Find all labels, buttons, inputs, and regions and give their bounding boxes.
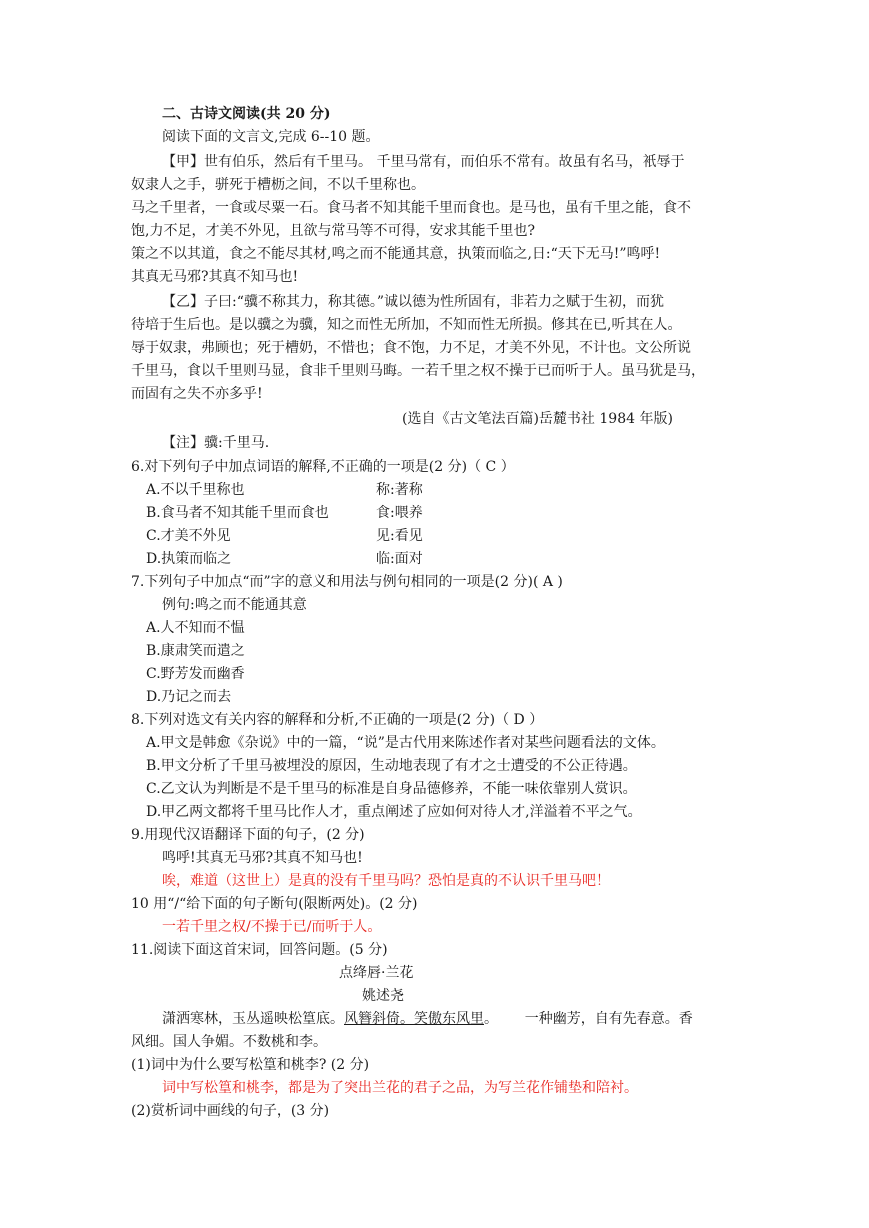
q6-option-a: A.不以千里称也 <box>146 482 245 498</box>
passage-jia-line: 其真无马邪?其真不知马也! <box>131 269 299 285</box>
passage-yi-line: 辱于奴隶，弗顾也；死于槽奶，不惜也；食不饱，力不足，才美不外见，不计也。文公所说 <box>131 340 691 356</box>
q7-option-c: C.野芳发而幽香 <box>146 666 245 682</box>
question-6-stem: 6.对下列句子中加点词语的解释,不正确的一项是(2 分)（ C ） <box>131 459 515 475</box>
section-title: 二、古诗文阅读(共 20 分) <box>162 106 331 122</box>
q9-sentence: 鸣呼!其真无马邪?其真不知马也! <box>162 850 363 866</box>
passage-jia-line: 饱,力不足，才美不外见，且欲与常马等不可得，安求其能千里也? <box>131 223 535 239</box>
q6-option-d-gloss: 临:面对 <box>376 551 423 567</box>
q6-option-d: D.执策而临之 <box>146 551 232 567</box>
poem-text: 。 一种幽芳，自有先春意。香 <box>484 1011 693 1027</box>
passage-jia-line: 马之千里者，一食或尽粟一石。食马者不知其能千里而食也。是马也，虽有千里之能，食不 <box>131 200 691 216</box>
q10-answer: 一若千里之权/不操于已/而听于人。 <box>162 919 382 935</box>
poem-underlined-text: 风簪斜倚。笑傲东风里 <box>344 1011 484 1027</box>
passage-yi-line: 而固有之失不亦多乎! <box>131 386 263 402</box>
poem-line: 风细。国人争媚。不数桃和李。 <box>131 1034 327 1050</box>
question-7-stem: 7.下列句子中加点“而”字的意义和用法与例句相同的一项是(2 分)( A ) <box>131 574 563 590</box>
q6-option-c: C.才美不外见 <box>146 528 231 544</box>
q8-option-b: B.甲文分析了千里马被埋没的原因，生动地表现了有才之士遭受的不公正待遇。 <box>146 758 637 774</box>
passage-yi-line: 【乙】子曰:“骥不称其力，称其德。”诚以德为性所固有，非若力之赋于生初，而犹 <box>162 294 665 310</box>
q11-sub1-answer: 词中写松篁和桃李，都是为了突出兰花的君子之品，为写兰花作铺垫和陪衬。 <box>162 1080 638 1096</box>
q7-example: 例句:鸣之而不能通其意 <box>162 597 307 613</box>
q6-option-b: B.食马者不知其能千里而食也 <box>146 505 329 521</box>
poem-text: 潇洒寒林，玉丛遥映松篁底。 <box>162 1011 344 1027</box>
passage-source: (选自《古文笔法百篇)岳麓书社 1984 年版) <box>402 411 673 427</box>
q7-option-a: A.人不知而不愠 <box>146 620 245 636</box>
passage-jia-line: 奴隶人之手，骈死于槽枥之间，不以千里称也。 <box>131 177 425 193</box>
poem-author: 姚述尧 <box>362 988 404 1004</box>
q7-option-b: B.康肃笑而遣之 <box>146 643 245 659</box>
reading-instruction: 阅读下面的文言文,完成 6--10 题。 <box>162 129 380 145</box>
question-9-stem: 9.用现代汉语翻译下面的句子，(2 分) <box>131 827 365 843</box>
question-11-stem: 11.阅读下面这首宋词，回答问题。(5 分) <box>131 942 388 958</box>
q9-answer: 唉，难道（这世上）是真的没有千里马吗？恐怕是真的不认识千里马吧！ <box>162 873 610 889</box>
q7-option-d: D.乃记之而去 <box>146 689 232 705</box>
q8-option-c: C.乙文认为判断是不是千里马的标准是自身品德修养，不能一味依靠别人赏识。 <box>146 781 637 797</box>
question-10-stem: 10 用“/“给下面的句子断句(限断两处)。(2 分) <box>131 896 418 912</box>
q11-sub2-stem: (2)赏析词中画线的句子，(3 分) <box>131 1103 330 1119</box>
q8-option-a: A.甲文是韩愈《杂说》中的一篇，“说”是古代用来陈述作者对某些问题看法的文体。 <box>146 735 665 751</box>
passage-yi-line: 千里马，食以千里则马显，食非千里则马晦。一若千里之权不操于已而听于人。虽马犹是马， <box>131 363 705 379</box>
question-8-stem: 8.下列对选文有关内容的解释和分析,不正确的一项是(2 分)（ D ） <box>131 712 544 728</box>
q6-option-a-gloss: 称:著称 <box>376 482 423 498</box>
q6-option-c-gloss: 见:看见 <box>376 528 423 544</box>
passage-jia-line: 【甲】世有伯乐，然后有千里马。 千里马常有，而伯乐不常有。故虽有名马，衹辱于 <box>162 154 685 170</box>
passage-yi-line: 待培于生后也。是以骥之为骥，知之而性无所加，不知而性无所损。修其在已,听其在人。 <box>131 317 682 333</box>
q8-option-d: D.甲乙两文都将千里马比作人才，重点阐述了应如何对待人才,洋溢着不平之气。 <box>146 804 642 820</box>
passage-note: 【注】骥:千里马. <box>162 435 270 451</box>
poem-title: 点绛唇·兰花 <box>339 965 414 981</box>
q11-sub1-stem: (1)词中为什么要写松篁和桃李? (2 分) <box>131 1057 370 1073</box>
poem-line <box>162 1008 693 1030</box>
passage-jia-line: 策之不以其道，食之不能尽其材,鸣之而不能通其意，执策而临之,日:“天下无马!”鸣呼! <box>131 246 661 262</box>
q6-option-b-gloss: 食:喂养 <box>376 505 423 521</box>
